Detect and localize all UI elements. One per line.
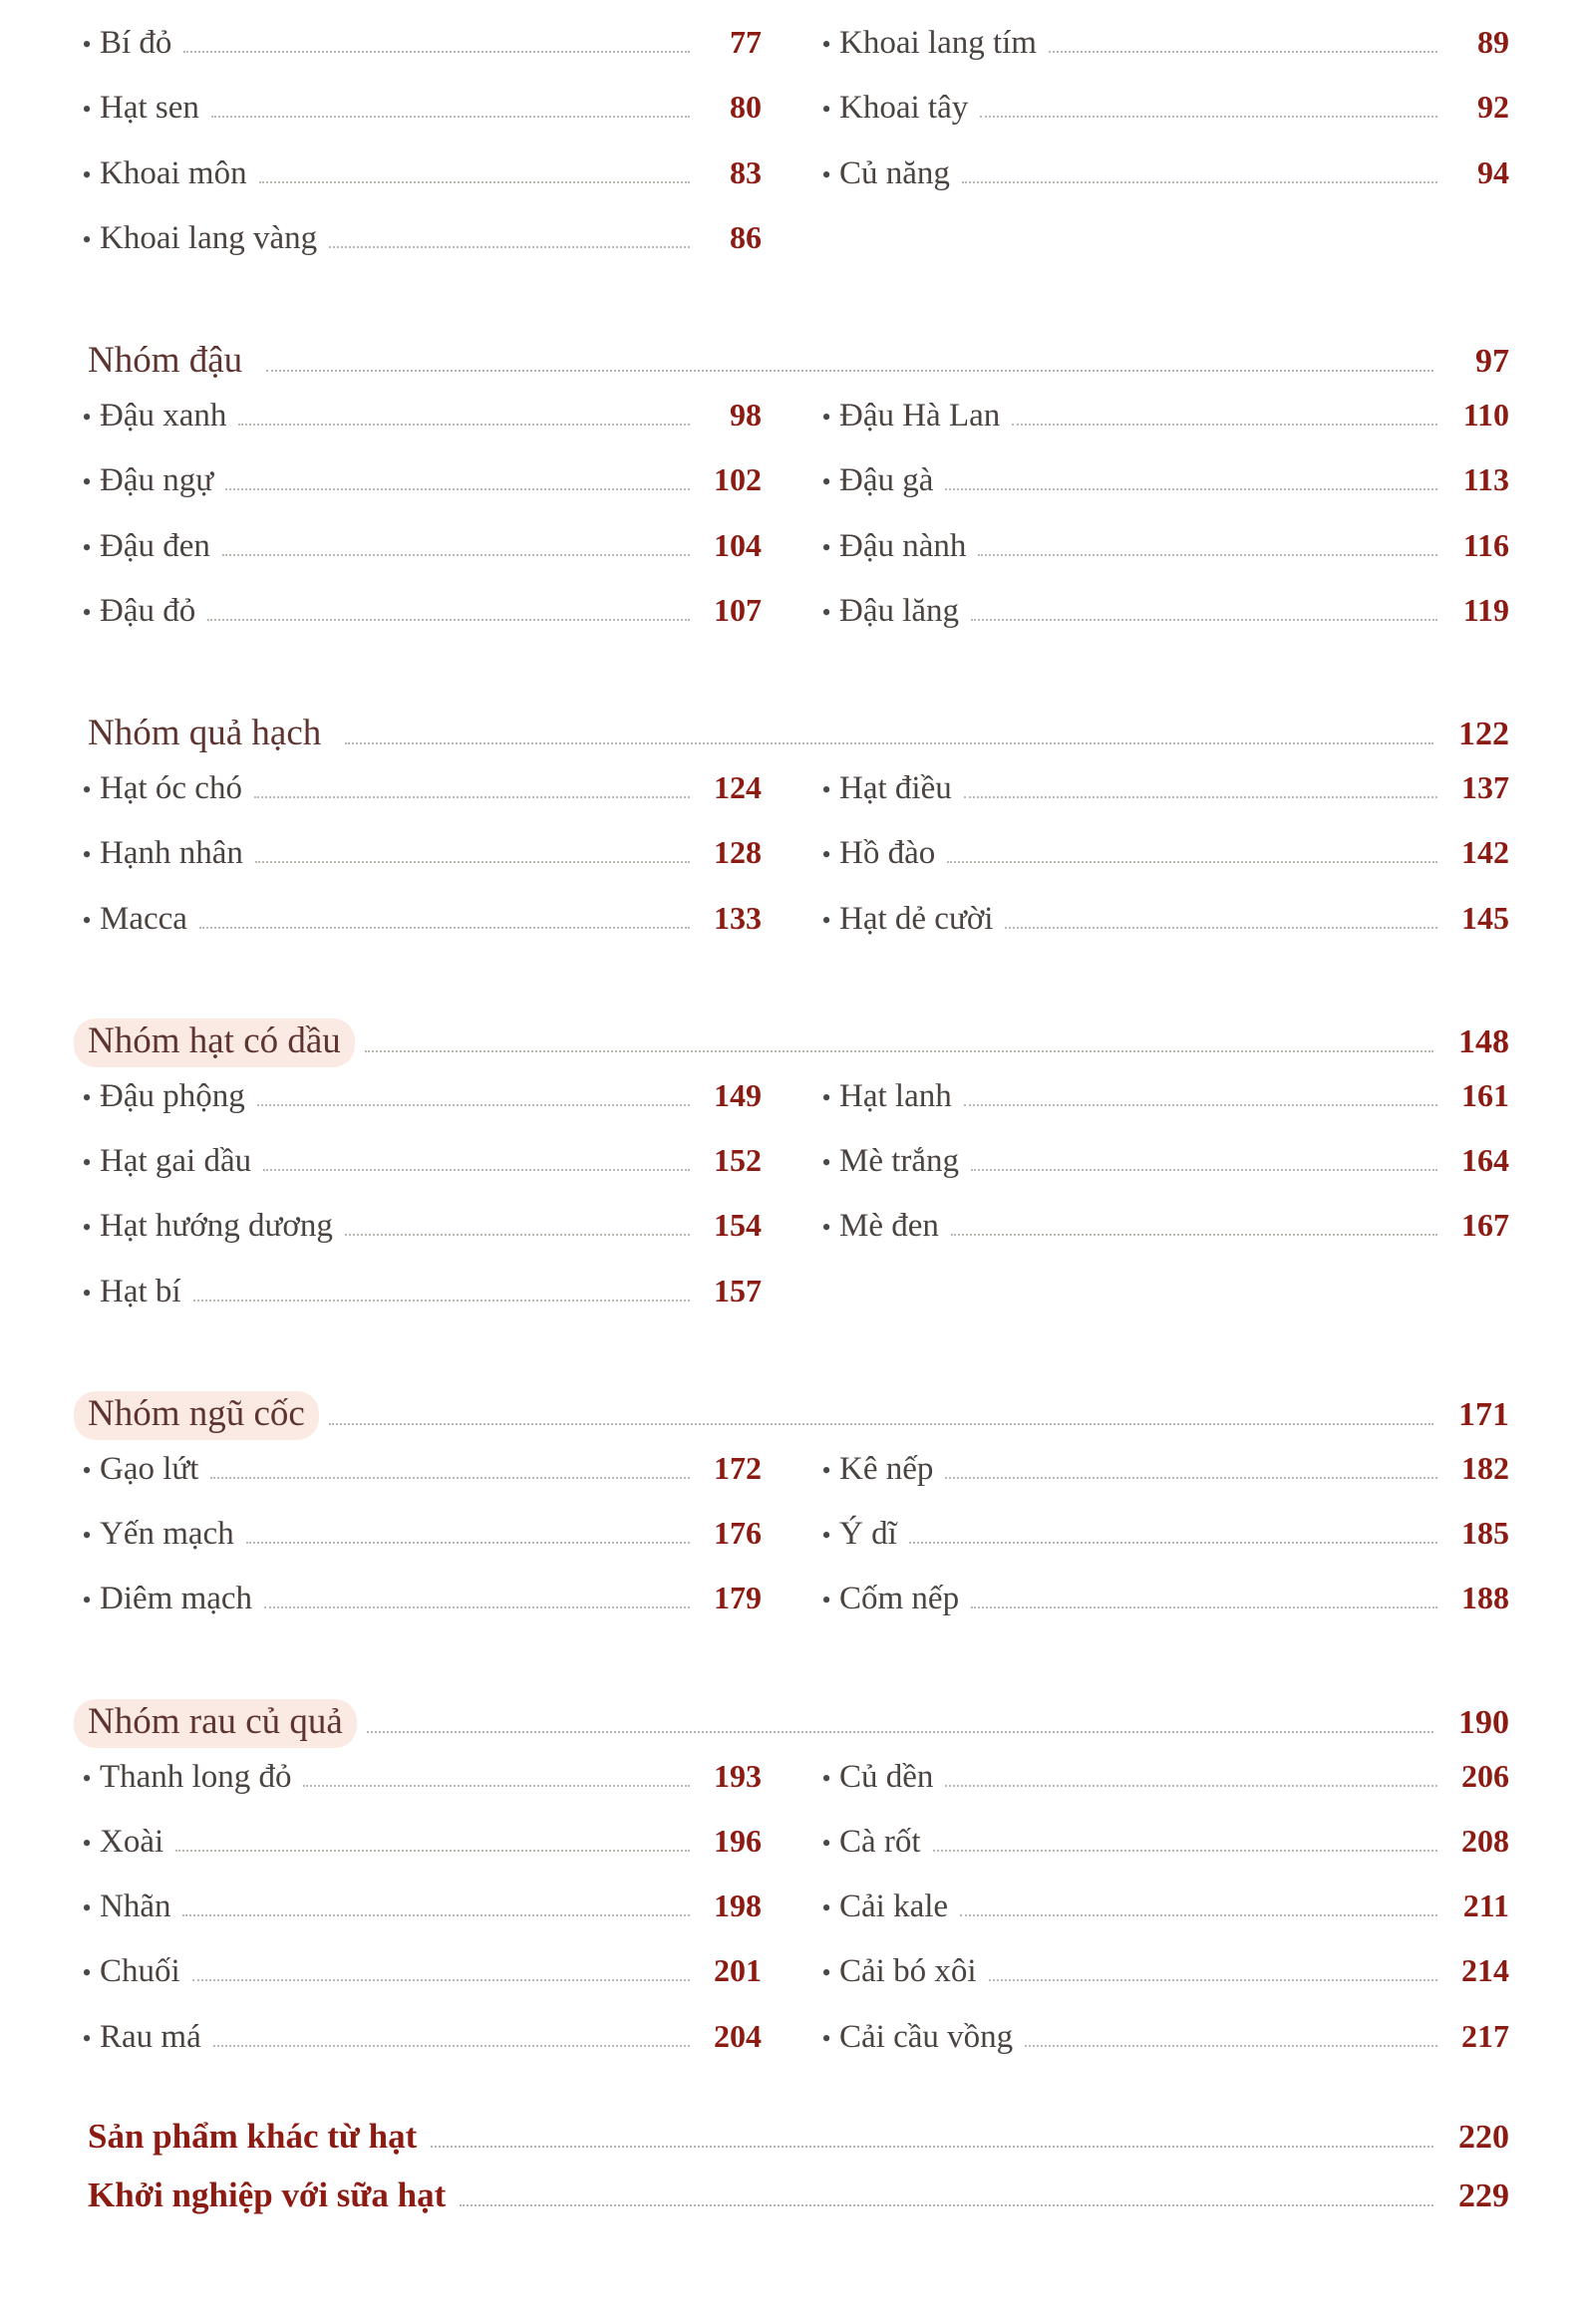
toc-footer: [74, 2117, 1509, 2216]
bullet-icon: •: [821, 467, 831, 497]
toc-entry-label: Hạt hướng dương: [100, 1208, 333, 1245]
dot-leader: [345, 1233, 690, 1236]
toc-entry-page: 188: [1461, 1580, 1509, 1616]
toc-entry[interactable]: [813, 1758, 1509, 1795]
toc-entry[interactable]: [74, 834, 762, 871]
bullet-icon: •: [821, 1893, 831, 1923]
toc-group-page: 148: [1458, 1022, 1509, 1060]
dot-leader: [254, 795, 690, 798]
toc-entry[interactable]: [74, 1888, 762, 1924]
toc-entry[interactable]: [74, 1450, 762, 1487]
bullet-icon: •: [821, 403, 831, 433]
toc-entry[interactable]: [813, 1077, 1509, 1114]
toc-entry-page: 198: [714, 1888, 762, 1924]
toc-entry-label: Mè trắng: [839, 1143, 960, 1180]
bullet-icon: •: [82, 159, 92, 189]
bullet-icon: •: [82, 840, 92, 870]
toc-entry-label: Hạt sen: [100, 90, 199, 127]
dot-leader: [964, 795, 1437, 798]
toc-entry-label: Hạt điều: [839, 770, 952, 807]
toc-entry-page: 86: [730, 218, 762, 255]
toc-section-continuation: [74, 24, 1509, 284]
toc-column-left: [74, 1758, 792, 2083]
toc-entry-page: 201: [714, 1952, 762, 1989]
dot-leader: [175, 1849, 690, 1852]
toc-column-left: [74, 769, 792, 965]
toc-entry-page: 217: [1461, 2017, 1509, 2054]
toc-entry-page: 77: [730, 24, 762, 60]
bullet-icon: •: [821, 30, 831, 59]
toc-entry[interactable]: [74, 2018, 762, 2055]
bullet-icon: •: [82, 905, 92, 935]
toc-entry-label: Củ dền: [839, 1758, 934, 1795]
toc-group-columns: [74, 769, 1509, 965]
bullet-icon: •: [82, 95, 92, 125]
dot-leader: [945, 1476, 1437, 1479]
toc-entry-label: Đậu nành: [839, 527, 967, 564]
toc-entry-page: 110: [1462, 397, 1509, 434]
toc-entry-page: 172: [714, 1449, 762, 1486]
toc-entry-label: Hạnh nhân: [100, 835, 243, 872]
toc-group-title: Nhóm ngũ cốc: [74, 1391, 319, 1440]
toc-entry[interactable]: [74, 1515, 762, 1552]
bullet-icon: •: [821, 775, 831, 805]
dot-leader: [989, 1978, 1438, 1981]
bullet-icon: •: [82, 1148, 92, 1178]
toc-entry-label: Diêm mạch: [100, 1581, 253, 1617]
bullet-icon: •: [82, 775, 92, 805]
toc-entry[interactable]: [74, 24, 762, 61]
toc-entry-label: Đậu ngự: [100, 462, 214, 499]
toc-column-left: [74, 397, 792, 657]
toc-entry[interactable]: [813, 154, 1509, 191]
dot-leader: [945, 1784, 1437, 1787]
toc-group-columns: [74, 1077, 1509, 1337]
dot-leader: [951, 1233, 1437, 1236]
dot-leader: [183, 50, 690, 53]
bullet-icon: •: [821, 840, 831, 870]
toc-group-header[interactable]: [74, 1018, 1509, 1067]
bullet-icon: •: [82, 467, 92, 497]
bullet-icon: •: [82, 2023, 92, 2053]
toc-group: [74, 1018, 1509, 1337]
dot-leader: [947, 860, 1437, 863]
bullet-icon: •: [821, 159, 831, 189]
toc-entry-label: Khoai tây: [839, 90, 969, 127]
toc-entry-label: Hạt bí: [100, 1273, 181, 1309]
toc-entry-label: Mè đen: [839, 1208, 939, 1245]
toc-entry[interactable]: [74, 1758, 762, 1795]
toc-group-columns: [74, 1758, 1509, 2083]
toc-entry[interactable]: [74, 1077, 762, 1114]
toc-entry[interactable]: [813, 1888, 1509, 1924]
toc-entry[interactable]: [813, 900, 1509, 937]
toc-entry[interactable]: [74, 461, 762, 498]
toc-column-left: [74, 1077, 792, 1337]
toc-entry-page: 137: [1461, 769, 1509, 806]
toc-entry[interactable]: [74, 1952, 762, 1989]
dot-leader: [971, 1605, 1437, 1608]
dot-leader: [980, 115, 1437, 118]
toc-group-columns: [74, 397, 1509, 657]
bullet-icon: •: [82, 1828, 92, 1858]
toc-group-page: 171: [1458, 1395, 1509, 1433]
bullet-icon: •: [82, 30, 92, 59]
toc-group-title: Nhóm rau củ quả: [74, 1699, 357, 1748]
toc-entry-page: 152: [714, 1142, 762, 1179]
toc-entry-page: 119: [1462, 591, 1509, 628]
toc-entry[interactable]: [74, 1273, 762, 1309]
bullet-icon: •: [821, 1586, 831, 1615]
toc-entry-label: Kê nếp: [839, 1450, 934, 1487]
toc-entry-label: Bí đỏ: [100, 25, 172, 61]
toc-entry-label: Đậu Hà Lan: [839, 398, 1001, 435]
toc-footer-page: 220: [1458, 2119, 1509, 2157]
toc-entry-label: Khoai môn: [100, 154, 247, 191]
toc-entry[interactable]: [813, 1515, 1509, 1552]
bullet-icon: •: [82, 1521, 92, 1551]
toc-entry-label: Cốm nếp: [839, 1581, 960, 1617]
bullet-icon: •: [82, 1893, 92, 1923]
toc-group-header[interactable]: [74, 1391, 1509, 1440]
toc-entry[interactable]: [813, 1952, 1509, 1989]
toc-group: [74, 1391, 1509, 1645]
toc-group-header[interactable]: [74, 338, 1509, 387]
toc-entry[interactable]: [74, 1142, 762, 1179]
toc-entry-label: Hồ đào: [839, 835, 936, 872]
toc-entry-page: 149: [714, 1076, 762, 1113]
dot-leader: [431, 2145, 1433, 2148]
toc-entry[interactable]: [74, 89, 762, 126]
toc-entry-page: 113: [1462, 461, 1509, 498]
toc-entry-label: Cải kale: [839, 1888, 949, 1925]
dot-leader: [460, 2203, 1433, 2206]
toc-entry-label: Khoai lang tím: [839, 25, 1037, 61]
dot-leader: [964, 1103, 1437, 1106]
toc-entry[interactable]: [74, 1207, 762, 1244]
toc-group-title: Nhóm hạt có dầu: [74, 1018, 355, 1067]
toc-entry-page: 176: [714, 1515, 762, 1552]
bullet-icon: •: [82, 1082, 92, 1112]
toc-footer-entry[interactable]: [74, 2176, 1509, 2216]
toc-entry[interactable]: [74, 219, 762, 256]
bullet-icon: •: [821, 532, 831, 562]
toc-entry[interactable]: [74, 154, 762, 191]
bullet-icon: •: [82, 1213, 92, 1243]
toc-entry-page: 145: [1461, 899, 1509, 936]
toc-column-left: [74, 1450, 792, 1645]
bullet-icon: •: [821, 1763, 831, 1793]
toc-entry[interactable]: [813, 1823, 1509, 1860]
dot-leader: [945, 487, 1437, 490]
toc-entry-page: 80: [730, 89, 762, 126]
toc-entry-page: 92: [1477, 89, 1509, 126]
toc-entry-page: 182: [1461, 1449, 1509, 1486]
toc-entry-page: 179: [714, 1580, 762, 1616]
toc-entry-label: Thanh long đỏ: [100, 1758, 292, 1795]
toc-footer-label: Sản phẩm khác từ hạt: [88, 2117, 418, 2157]
toc-entry-label: Yến mạch: [100, 1516, 234, 1553]
bullet-icon: •: [821, 95, 831, 125]
bullet-icon: •: [821, 1828, 831, 1858]
toc-entry-label: Hạt gai dầu: [100, 1143, 252, 1180]
toc-footer-entry[interactable]: [74, 2117, 1509, 2158]
dot-leader: [263, 1168, 690, 1171]
dot-leader: [1005, 926, 1437, 929]
bullet-icon: •: [82, 403, 92, 433]
toc-groups: [74, 338, 1509, 2083]
bullet-icon: •: [821, 1213, 831, 1243]
toc-entry[interactable]: [74, 527, 762, 564]
toc-entry-label: Chuối: [100, 1953, 180, 1990]
bullet-icon: •: [82, 532, 92, 562]
dot-leader: [933, 1849, 1437, 1852]
toc-footer-page: 229: [1458, 2178, 1509, 2215]
toc-entry-label: Đậu đen: [100, 527, 210, 564]
dot-leader: [255, 860, 690, 863]
dot-leader: [367, 1730, 1433, 1733]
toc-group-header[interactable]: [74, 1699, 1509, 1748]
toc-entry-label: Khoai lang vàng: [100, 219, 318, 256]
toc-entry-page: 154: [714, 1207, 762, 1244]
toc-column-right: [792, 1450, 1509, 1645]
toc-entry-page: 107: [714, 591, 762, 628]
toc-entry-label: Củ năng: [839, 154, 950, 191]
bullet-icon: •: [821, 597, 831, 627]
toc-entry-page: 211: [1462, 1888, 1509, 1924]
toc-entry-label: Xoài: [100, 1823, 164, 1860]
toc-group: [74, 338, 1509, 657]
toc-group: [74, 1699, 1509, 2083]
toc-group-page: 122: [1458, 716, 1509, 753]
toc-entry-page: 185: [1461, 1515, 1509, 1552]
dot-leader: [1025, 2044, 1437, 2047]
toc-entry[interactable]: [813, 1142, 1509, 1179]
bullet-icon: •: [821, 1082, 831, 1112]
toc-entry-page: 167: [1461, 1207, 1509, 1244]
dot-leader: [211, 115, 690, 118]
toc-entry-label: Gạo lứt: [100, 1450, 199, 1487]
toc-entry-label: Ý dĩ: [839, 1516, 897, 1553]
toc-entry[interactable]: [74, 1580, 762, 1616]
toc-entry-label: Hạt lanh: [839, 1077, 952, 1114]
toc-entry-page: 214: [1461, 1952, 1509, 1989]
toc-entry[interactable]: [813, 89, 1509, 126]
toc-entry-label: Nhãn: [100, 1888, 171, 1925]
dot-leader: [213, 2044, 690, 2047]
dot-leader: [238, 423, 690, 426]
toc-entry-page: 128: [714, 834, 762, 871]
toc-entry[interactable]: [813, 769, 1509, 806]
dot-leader: [225, 487, 690, 490]
toc-group-columns: [74, 1450, 1509, 1645]
toc-entry[interactable]: [74, 900, 762, 937]
toc-entry-page: 94: [1477, 153, 1509, 190]
bullet-icon: •: [821, 1958, 831, 1988]
toc-entry[interactable]: [74, 592, 762, 629]
dot-leader: [259, 180, 690, 183]
dot-leader: [264, 1605, 690, 1608]
toc-entry-page: 196: [714, 1822, 762, 1859]
toc-entry-label: Cải bó xôi: [839, 1953, 977, 1990]
toc-entry-page: 89: [1477, 24, 1509, 60]
dot-leader: [207, 618, 690, 621]
toc-entry-page: 161: [1461, 1076, 1509, 1113]
toc-column-right: [792, 397, 1509, 657]
toc-footer-label: Khởi nghiệp với sữa hạt: [88, 2176, 447, 2215]
toc-group-title: Nhóm đậu: [88, 340, 243, 382]
toc-entry-label: Rau má: [100, 2018, 201, 2055]
dot-leader: [971, 618, 1437, 621]
bullet-icon: •: [82, 597, 92, 627]
toc-entry-page: 102: [714, 461, 762, 498]
dot-leader: [192, 1978, 690, 1981]
dot-leader: [909, 1541, 1437, 1544]
toc-entry[interactable]: [813, 1580, 1509, 1616]
toc-entry-label: Hạt dẻ cười: [839, 900, 994, 937]
toc-column-right: [792, 1758, 1509, 2083]
bullet-icon: •: [821, 1455, 831, 1485]
toc-entry-label: Đậu phộng: [100, 1077, 245, 1114]
dot-leader: [978, 553, 1437, 556]
toc-entry-label: Macca: [100, 900, 187, 937]
dot-leader: [329, 1422, 1433, 1425]
toc-entry-page: 83: [730, 153, 762, 190]
toc-group-page: 190: [1458, 1703, 1509, 1741]
dot-leader: [329, 245, 690, 248]
toc-entry-page: 133: [714, 899, 762, 936]
toc-entry-label: Hạt óc chó: [100, 770, 242, 807]
bullet-icon: •: [82, 1586, 92, 1615]
toc-entry-page: 142: [1461, 834, 1509, 871]
dot-leader: [971, 1168, 1437, 1171]
toc-entry-page: 157: [714, 1272, 762, 1308]
dot-leader: [222, 553, 690, 556]
dot-leader: [210, 1476, 690, 1479]
dot-leader: [257, 1103, 690, 1106]
bullet-icon: •: [82, 1763, 92, 1793]
toc-entry[interactable]: [813, 397, 1509, 434]
bullet-icon: •: [82, 1278, 92, 1307]
toc-group-title: Nhóm quả hạch: [88, 713, 322, 754]
toc-entry-label: Cà rốt: [839, 1823, 921, 1860]
dot-leader: [199, 926, 690, 929]
toc-entry-label: Đậu lăng: [839, 592, 960, 629]
toc-entry[interactable]: [813, 592, 1509, 629]
toc-entry[interactable]: [813, 834, 1509, 871]
toc-column-right: [792, 24, 1509, 284]
toc-entry-page: 104: [714, 526, 762, 563]
toc-entry-label: Đậu xanh: [100, 398, 227, 435]
toc-entry[interactable]: [813, 527, 1509, 564]
toc-entry-page: 98: [730, 397, 762, 434]
bullet-icon: •: [82, 1455, 92, 1485]
toc-entry-page: 164: [1461, 1142, 1509, 1179]
toc-group-page: 97: [1475, 343, 1509, 381]
dot-leader: [246, 1541, 690, 1544]
toc-entry[interactable]: [74, 769, 762, 806]
toc-entry[interactable]: [813, 2018, 1509, 2055]
bullet-icon: •: [821, 2023, 831, 2053]
dot-leader: [1012, 423, 1437, 426]
toc-entry-page: 193: [714, 1757, 762, 1794]
toc-column-right: [792, 769, 1509, 965]
toc-entry-page: 116: [1462, 526, 1509, 563]
toc-entry[interactable]: [74, 397, 762, 434]
dot-leader: [1049, 50, 1437, 53]
toc-column-left: [74, 24, 792, 284]
toc-column-right: [792, 1077, 1509, 1337]
dot-leader: [345, 741, 1433, 744]
dot-leader: [962, 180, 1437, 183]
toc-group-header[interactable]: [74, 711, 1509, 759]
toc-entry[interactable]: [74, 1823, 762, 1860]
bullet-icon: •: [82, 224, 92, 254]
dot-leader: [182, 1913, 690, 1916]
toc-entry-page: 208: [1461, 1822, 1509, 1859]
dot-leader: [266, 369, 1433, 372]
bullet-icon: •: [82, 1958, 92, 1988]
toc-group: [74, 711, 1509, 965]
toc-entry-label: Đậu gà: [839, 462, 934, 499]
toc-entry[interactable]: [813, 1450, 1509, 1487]
dot-leader: [960, 1913, 1437, 1916]
dot-leader: [303, 1784, 690, 1787]
toc-entry-label: Cải cầu vồng: [839, 2018, 1014, 2055]
bullet-icon: •: [821, 905, 831, 935]
toc-entry-page: 124: [714, 769, 762, 806]
bullet-icon: •: [821, 1521, 831, 1551]
toc-entry-label: Đậu đỏ: [100, 592, 196, 629]
toc-entry[interactable]: [813, 461, 1509, 498]
toc-entry-page: 206: [1461, 1757, 1509, 1794]
dot-leader: [193, 1299, 690, 1302]
bullet-icon: •: [821, 1148, 831, 1178]
toc-entry[interactable]: [813, 1207, 1509, 1244]
toc-entry-page: 204: [714, 2017, 762, 2054]
dot-leader: [365, 1049, 1433, 1052]
toc-entry[interactable]: [813, 24, 1509, 61]
